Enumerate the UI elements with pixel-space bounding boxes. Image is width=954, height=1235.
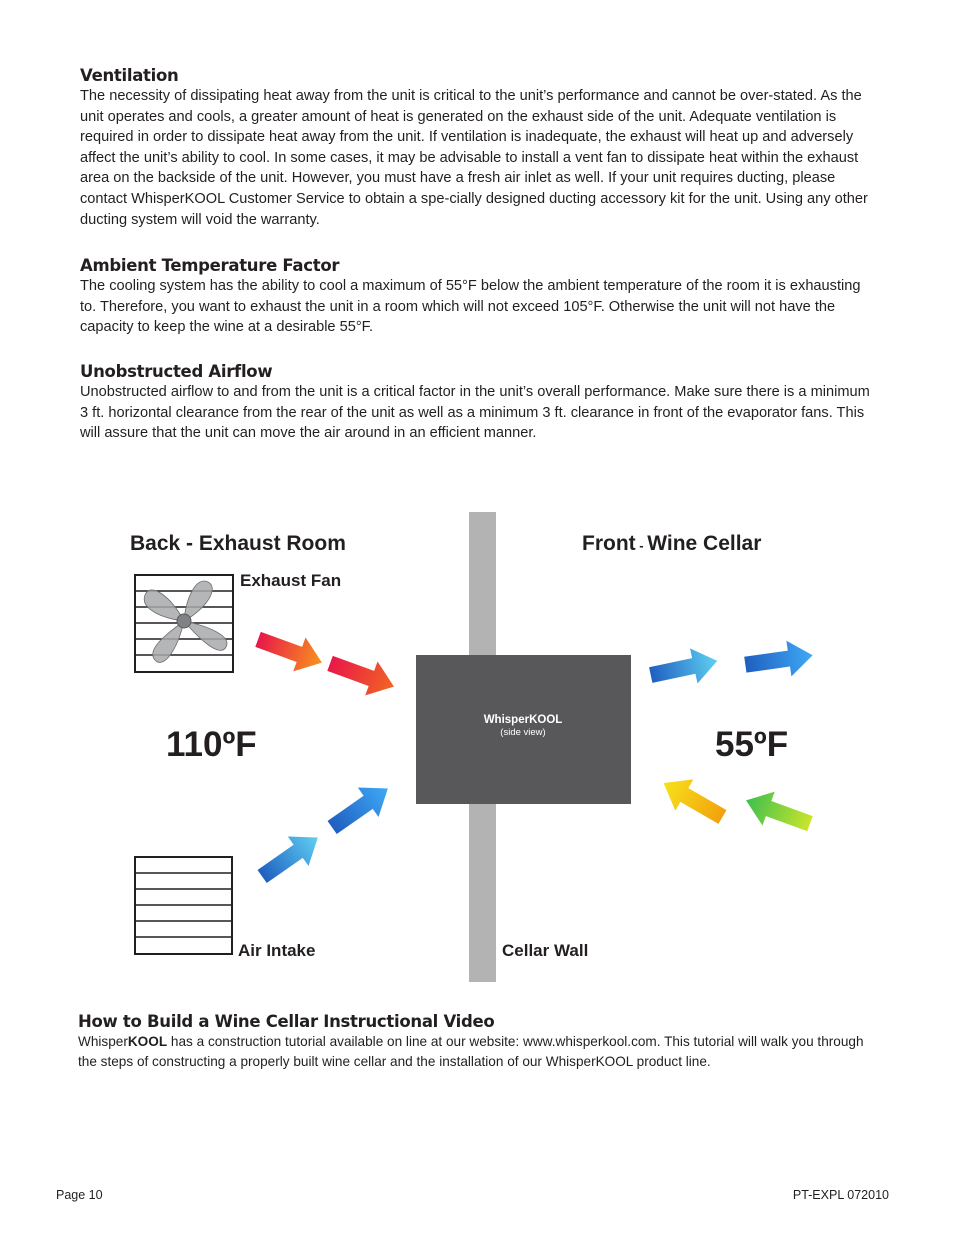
footer-document-code: PT-EXPL 072010 [792, 1188, 889, 1202]
ventilation-text: The necessity of dissipating heat away from the unit is critical to the unit’s performance and cannot be over-stated. As the unit operates and cools, a greater amount of heat is generated on the exhaust side of the unit. Adequate ventilation is required in order to dissipate heat away from the unit. If ventilation is inadequate, the exhaust will heat up and adversely affect the unit’s ability to cool. In some cases, it may be advisable to install a vent fan to dissipate heat within the exhaust area on the backside of the unit. However, you must have a fresh air inlet as well. If your unit requires ducting, please contact WhisperKOOL Customer Service to obtain a spe-cially designed ducting accessory kit for the unit. Using any other ducting system will void the warranty. [80, 88, 868, 228]
video-text [78, 1032, 878, 1071]
video-brand-bold: KOOL [127, 1034, 168, 1049]
section-instructional-video [78, 1012, 878, 1071]
unit-name: WhisperKOOL [483, 714, 563, 726]
airflow-text: Unobstructed airflow to and from the unit is a critical factor in the unit’s overall performance. Make sure there is a minimum 3 ft. horizontal clearance from the rear of the unit as well as a minimum 3 ft. clearance in front of the evaporator fans. This will assure that the unit can move the air around in an efficient manner. [80, 384, 870, 442]
back-heading: Back - Exhaust Room [130, 532, 346, 555]
front-heading-front: Front [582, 532, 636, 555]
front-heading-dash: - [635, 538, 648, 553]
back-temperature: 110ºF [166, 725, 257, 764]
exhaust-fan-icon [135, 575, 233, 672]
front-heading-wine-cellar: Wine Cellar [647, 532, 762, 555]
air-intake-vent-icon [135, 857, 232, 954]
cellar-wall-label: Cellar Wall [502, 941, 589, 960]
unit-view-label: (side view) [500, 727, 546, 738]
return-air-arrow-warm [655, 767, 732, 832]
intake-arrow-upper [322, 774, 398, 842]
hot-air-arrow-upper [252, 622, 328, 679]
video-heading: How to Build a Wine Cellar Instructional Video [78, 1012, 495, 1031]
airflow-diagram [0, 500, 954, 990]
video-body: has a construction tutorial available on line at our website: www.whisperkool.com. This tutorial will walk you through the steps of constructing a properly built wine cellar and the installation of our WhisperKOOL product line. [78, 1034, 864, 1069]
hot-air-arrow-lower [324, 646, 400, 703]
cold-air-arrow-left [647, 643, 721, 692]
ventilation-heading: Ventilation [80, 66, 179, 85]
air-intake-label: Air Intake [238, 941, 316, 960]
footer-page-number: Page 10 [56, 1188, 103, 1202]
front-heading [582, 532, 761, 555]
video-brand-prefix: Whisper [78, 1034, 128, 1049]
section-ambient-temperature [80, 256, 880, 338]
intake-arrow-lower [252, 823, 328, 891]
return-air-arrow-green [740, 783, 816, 840]
airflow-heading: Unobstructed Airflow [80, 362, 273, 381]
ambient-text: The cooling system has the ability to cool a maximum of 55°F below the ambient temperature of the room it is exhausting to. Therefore, you want to exhaust the unit in a room which will not exceed 105°F. Otherwise the unit will not have the capacity to keep the wine at a desirable 55°F. [80, 278, 861, 336]
cold-air-arrow-right [743, 637, 815, 682]
exhaust-fan-label: Exhaust Fan [240, 571, 342, 590]
section-ventilation [80, 66, 880, 230]
front-temperature: 55ºF [715, 725, 789, 764]
ambient-heading: Ambient Temperature Factor [80, 256, 340, 275]
section-unobstructed-airflow [80, 362, 880, 444]
